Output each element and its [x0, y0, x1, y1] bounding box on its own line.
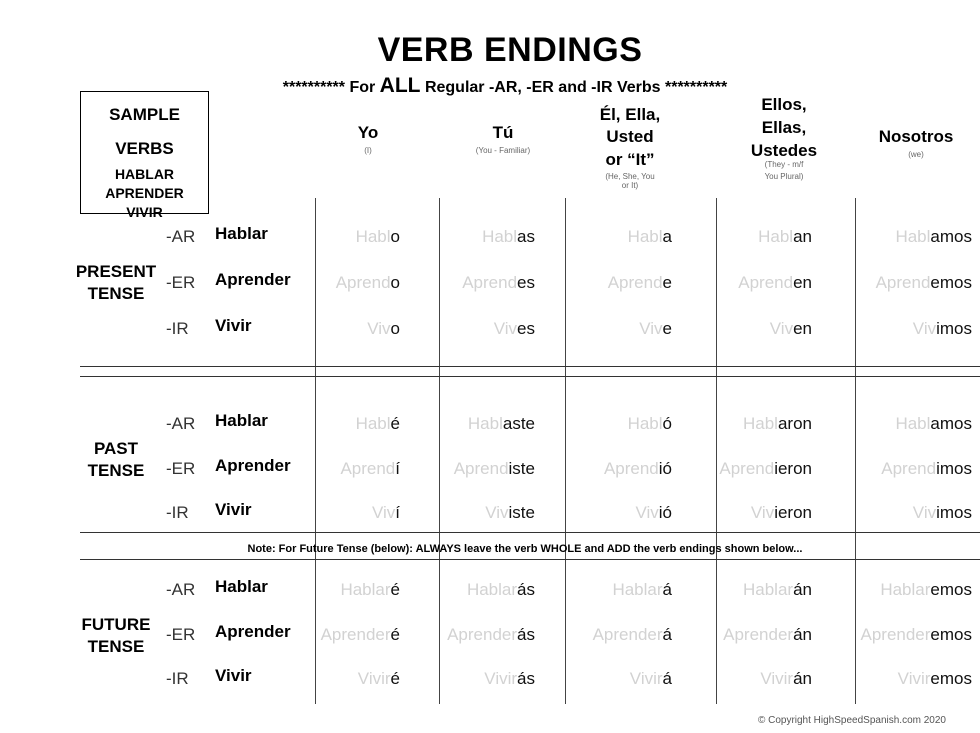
pronoun-note-el-ella-usted-line2: or It) [621, 181, 639, 190]
verb-stem: Hablar [466, 580, 518, 599]
verb-stem: Habl [895, 227, 931, 246]
conjugation-cell-present-tu [375, 273, 535, 293]
verb-ending: á [662, 580, 672, 599]
conjugation-cell-present-nosotros [812, 227, 972, 247]
verb-stem: Aprender [723, 625, 794, 644]
sample-title-line1: SAMPLE [109, 105, 180, 124]
pronoun-header-nosotros-line1: Nosotros [878, 127, 954, 146]
verb-ending: o [390, 227, 400, 246]
verb-stem: Aprend [453, 459, 509, 478]
verb-ending: amos [930, 414, 972, 433]
verb-ending: o [390, 273, 400, 292]
verb-ending: é [390, 625, 400, 644]
conjugation-cell-future-ellos-ellas-ustedes [652, 669, 812, 689]
conjugation-cell-future-ellos-ellas-ustedes [652, 580, 812, 600]
conjugation-cell-future-nosotros [812, 580, 972, 600]
pronoun-header-el-ella-usted-line3: or “It” [605, 150, 655, 169]
verb-stem: Aprender [592, 625, 663, 644]
conjugation-cell-future-nosotros [812, 625, 972, 645]
verb-ending: án [793, 669, 812, 688]
verb-ending: en [793, 319, 812, 338]
verb-stem: Vivir [897, 669, 931, 688]
pronoun-note-nosotros-line1: (we) [908, 150, 924, 159]
verb-stem: Aprend [603, 459, 659, 478]
tense-label-present-line1: PRESENT [75, 262, 157, 281]
verb-stem: Hablar [612, 580, 663, 599]
verb-name: Hablar [215, 577, 268, 596]
sample-verbs-box [80, 91, 209, 220]
verb-stem: Habl [758, 227, 794, 246]
verb-ending: es [517, 273, 535, 292]
verb-ending: á [662, 669, 672, 688]
verb-ending: a [662, 227, 672, 246]
verb-ending: ó [662, 414, 672, 433]
verb-ending: es [517, 319, 535, 338]
verb-ending: en [793, 273, 812, 292]
conjugation-cell-present-el-ella-usted [512, 319, 672, 339]
verb-ending-label: -IR [166, 503, 189, 522]
verb-ending: iste [508, 459, 535, 478]
conjugation-cell-past-ellos-ellas-ustedes [652, 503, 812, 523]
conjugation-cell-past-nosotros [812, 414, 972, 434]
verb-name: Aprender [215, 622, 291, 641]
subtitle-suffix: Regular -AR, -ER and -IR Verbs ********** [420, 79, 728, 96]
verb-name: Vivir [215, 666, 252, 685]
tense-label-past-line2: TENSE [87, 461, 145, 480]
verb-ending: emos [930, 580, 972, 599]
conjugation-cell-past-nosotros [812, 459, 972, 479]
verb-stem: Viv [371, 503, 396, 522]
conjugation-cell-past-ellos-ellas-ustedes [652, 459, 812, 479]
verb-ending: imos [936, 459, 972, 478]
verb-stem: Aprender [447, 625, 518, 644]
conjugation-cell-future-tu [375, 669, 535, 689]
subtitle-prefix: ********** For [282, 79, 380, 96]
pronoun-header-el-ella-usted-line1: Él, Ella, [599, 105, 661, 124]
conjugation-cell-past-tu [375, 503, 535, 523]
verb-ending: í [395, 503, 400, 522]
verb-stem: Aprend [738, 273, 794, 292]
verb-ending-label: -AR [166, 414, 196, 433]
verb-ending: emos [930, 625, 972, 644]
conjugation-cell-present-nosotros [812, 273, 972, 293]
pronoun-note-ellos-ellas-ustedes-line1: (They - m/f [764, 160, 804, 169]
verb-stem: Viv [493, 319, 518, 338]
verb-name: Vivir [215, 500, 252, 519]
verb-stem: Vivir [357, 669, 391, 688]
verb-ending: iste [508, 503, 535, 522]
verb-ending: an [793, 227, 812, 246]
verb-stem: Aprender [320, 625, 391, 644]
section-divider [80, 532, 980, 533]
verb-ending: emos [930, 273, 972, 292]
conjugation-cell-present-ellos-ellas-ustedes [652, 273, 812, 293]
verb-stem: Aprend [719, 459, 775, 478]
verb-name: Hablar [215, 411, 268, 430]
conjugation-cell-past-ellos-ellas-ustedes [652, 414, 812, 434]
sample-verb-vivir: VIVIR [126, 204, 163, 220]
verb-name: Aprender [215, 456, 291, 475]
conjugation-cell-future-tu [375, 580, 535, 600]
conjugation-cell-present-tu [375, 227, 535, 247]
conjugation-cell-present-ellos-ellas-ustedes [652, 319, 812, 339]
verb-name: Aprender [215, 270, 291, 289]
verb-ending-label: -ER [166, 625, 196, 644]
conjugation-cell-past-el-ella-usted [512, 503, 672, 523]
verb-stem: Aprender [860, 625, 931, 644]
verb-stem: Aprend [340, 459, 396, 478]
verb-ending: ás [517, 625, 535, 644]
verb-ending: ás [517, 669, 535, 688]
verb-ending: é [390, 414, 400, 433]
verb-ending-label: -AR [166, 580, 196, 599]
verb-stem: Vivir [629, 669, 663, 688]
section-divider [80, 559, 980, 560]
verb-stem: Aprend [875, 273, 931, 292]
pronoun-header-ellos-ellas-ustedes-line3: Ustedes [750, 141, 818, 160]
tense-label-past-line1: PAST [93, 439, 139, 458]
conjugation-cell-future-el-ella-usted [512, 625, 672, 645]
verb-stem: Habl [627, 227, 663, 246]
verb-ending: aron [777, 414, 812, 433]
conjugation-cell-present-ellos-ellas-ustedes [652, 227, 812, 247]
section-divider [80, 366, 980, 367]
verb-stem: Aprend [335, 273, 391, 292]
verb-stem: Aprend [881, 459, 937, 478]
conjugation-cell-past-el-ella-usted [512, 459, 672, 479]
verb-name: Hablar [215, 224, 268, 243]
verb-stem: Viv [912, 319, 937, 338]
future-tense-note: Note: For Future Tense (below): ALWAYS leave the verb WHOLE and ADD the verb endings shown below... [247, 543, 803, 555]
pronoun-header-yo-line1: Yo [357, 123, 379, 142]
conjugation-cell-past-tu [375, 414, 535, 434]
tense-label-future-line1: FUTURE [81, 615, 151, 634]
verb-stem: Viv [485, 503, 509, 522]
pronoun-note-tu-line1: (You - Familiar) [475, 146, 531, 155]
verb-ending: é [390, 669, 400, 688]
pronoun-note-ellos-ellas-ustedes-line2: You Plural) [764, 172, 804, 181]
pronoun-header-ellos-ellas-ustedes-line1: Ellos, [761, 95, 807, 114]
verb-ending: í [395, 459, 400, 478]
verb-stem: Habl [467, 414, 503, 433]
conjugation-cell-past-tu [375, 459, 535, 479]
verb-stem: Hablar [880, 580, 931, 599]
verb-stem: Viv [635, 503, 659, 522]
verb-stem: Aprend [607, 273, 663, 292]
pronoun-header-ellos-ellas-ustedes-line2: Ellas, [761, 118, 807, 137]
verb-ending: ió [658, 503, 672, 522]
verb-stem: Habl [743, 414, 778, 433]
verb-ending-label: -ER [166, 459, 196, 478]
conjugation-cell-present-nosotros [812, 319, 972, 339]
verb-stem: Viv [639, 319, 663, 338]
sample-title-line2: VERBS [115, 139, 174, 158]
verb-stem: Vivir [760, 669, 794, 688]
verb-ending: imos [936, 319, 972, 338]
verb-ending: ieron [774, 459, 812, 478]
verb-ending: amos [930, 227, 972, 246]
verb-stem: Viv [367, 319, 391, 338]
verb-stem: Habl [627, 414, 663, 433]
conjugation-cell-future-el-ella-usted [512, 580, 672, 600]
verb-ending-label: -IR [166, 319, 189, 338]
sample-verb-hablar: HABLAR [114, 166, 175, 182]
subtitle-emphasis: ALL [379, 74, 421, 97]
verb-ending: o [390, 319, 400, 338]
section-divider [80, 376, 980, 377]
conjugation-cell-present-el-ella-usted [512, 273, 672, 293]
pronoun-note-el-ella-usted-line1: (He, She, You [605, 172, 655, 181]
verb-stem: Habl [482, 227, 518, 246]
verb-ending: as [517, 227, 535, 246]
verb-ending: á [662, 625, 672, 644]
tense-label-present-line2: TENSE [87, 284, 145, 303]
verb-ending: é [390, 580, 400, 599]
verb-stem: Viv [769, 319, 794, 338]
page-title: VERB ENDINGS [377, 31, 643, 69]
verb-ending: e [662, 273, 672, 292]
verb-ending-label: -ER [166, 273, 196, 292]
conjugation-cell-future-ellos-ellas-ustedes [652, 625, 812, 645]
pronoun-header-tu-line1: Tú [492, 123, 514, 142]
pronoun-header-el-ella-usted-line2: Usted [606, 127, 654, 146]
verb-stem: Hablar [742, 580, 794, 599]
verb-stem: Habl [355, 414, 391, 433]
copyright-text: © Copyright HighSpeedSpanish.com 2020 [757, 715, 946, 726]
verb-ending: ió [658, 459, 672, 478]
verb-stem: Hablar [340, 580, 391, 599]
conjugation-cell-present-el-ella-usted [512, 227, 672, 247]
verb-ending: emos [930, 669, 972, 688]
verb-stem: Vivir [484, 669, 518, 688]
tense-label-future-line2: TENSE [87, 637, 145, 656]
pronoun-note-yo-line1: (I) [364, 146, 372, 155]
verb-ending: án [793, 625, 812, 644]
verb-ending-label: -AR [166, 227, 196, 246]
conjugation-cell-past-el-ella-usted [512, 414, 672, 434]
conjugation-cell-future-el-ella-usted [512, 669, 672, 689]
verb-stem: Habl [895, 414, 931, 433]
verb-stem: Viv [912, 503, 937, 522]
verb-ending: án [793, 580, 812, 599]
verb-name: Vivir [215, 316, 252, 335]
verb-stem: Viv [750, 503, 775, 522]
verb-stem: Habl [355, 227, 391, 246]
conjugation-cell-future-tu [375, 625, 535, 645]
verb-ending: aste [502, 414, 535, 433]
conjugation-cell-past-nosotros [812, 503, 972, 523]
verb-ending: ás [517, 580, 535, 599]
verb-ending: e [662, 319, 672, 338]
verb-ending: ieron [774, 503, 812, 522]
conjugation-cell-future-nosotros [812, 669, 972, 689]
sample-verb-aprender: APRENDER [105, 185, 184, 201]
verb-ending: imos [936, 503, 972, 522]
verb-stem: Aprend [462, 273, 518, 292]
verb-ending-label: -IR [166, 669, 189, 688]
conjugation-cell-present-tu [375, 319, 535, 339]
